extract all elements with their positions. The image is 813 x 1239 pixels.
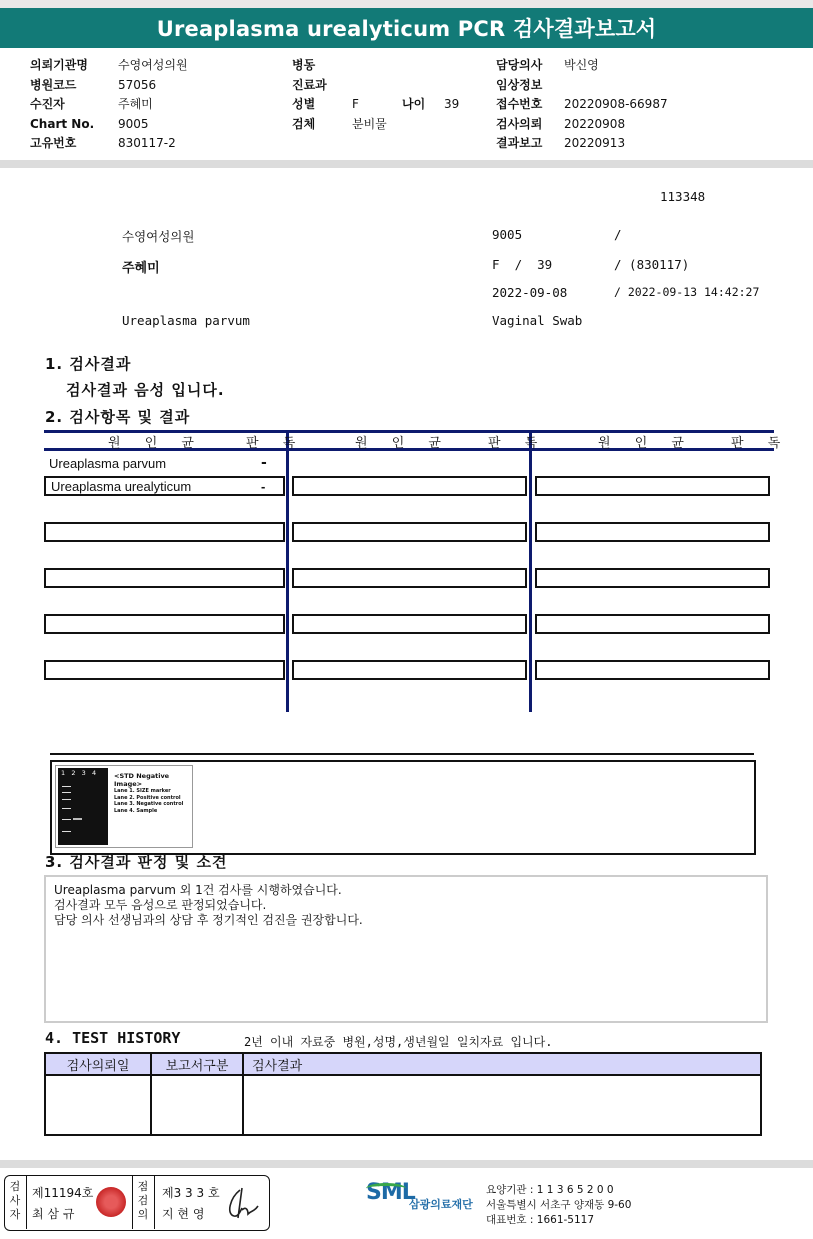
header-divider xyxy=(0,160,813,168)
inspector-name: 최 삼 규 xyxy=(32,1207,75,1221)
section2-title: 2. 검사항목 및 결과 xyxy=(45,408,191,426)
inspector-number: 제11194호 xyxy=(32,1186,94,1200)
history-col-result: 검사결과 xyxy=(252,1059,303,1074)
header-row: Chart No. 9005 xyxy=(30,116,149,131)
test-name: Ureaplasma parvum xyxy=(122,313,250,328)
history-divider xyxy=(242,1054,244,1134)
chart-number: 9005 xyxy=(492,227,523,242)
col-header-organism: 원 인 균 xyxy=(598,436,694,451)
opinion-line: 담당 의사 선생님과의 상담 후 정기적인 검진을 권장합니다. xyxy=(54,913,363,927)
header-row: 진료과 xyxy=(292,77,327,92)
header-row: 검사의뢰 20220908 xyxy=(496,116,626,131)
org-info xyxy=(486,1183,631,1228)
empty-result-box xyxy=(292,614,527,634)
gel-band xyxy=(62,819,71,820)
section1-text: 검사결과 음성 입니다. xyxy=(66,381,225,399)
reviewer-label: 점검의 xyxy=(137,1180,149,1221)
header-row: 의뢰기관명 수영여성의원 xyxy=(30,58,188,72)
empty-result-box xyxy=(535,522,770,542)
sign-divider xyxy=(132,1175,133,1229)
col-header-judge: 판 독 xyxy=(246,436,306,451)
section3-title: 3. 검사결과 판정 및 소견 xyxy=(45,853,228,871)
reported-datetime: / 2022-09-13 14:42:27 xyxy=(614,285,760,299)
header-row: 수진자 주혜미 xyxy=(30,97,153,111)
gel-band xyxy=(62,792,71,793)
reviewer-number: 제3 3 3 호 xyxy=(162,1186,220,1200)
gel-divider xyxy=(50,753,754,755)
history-col-report-type: 보고서구분 xyxy=(165,1059,229,1074)
gel-lane-numbers: 1 2 3 4 xyxy=(61,769,97,777)
specimen-name: Vaginal Swab xyxy=(492,313,583,328)
gel-image xyxy=(55,765,193,848)
header-row: 고유번호 830117-2 xyxy=(30,136,176,150)
reviewer-name: 지 현 영 xyxy=(162,1207,205,1221)
empty-result-box xyxy=(535,568,770,588)
empty-result-box xyxy=(44,522,285,542)
gel-band xyxy=(62,808,71,809)
sml-logo: SML xyxy=(366,1180,415,1205)
empty-result-box xyxy=(292,660,527,680)
empty-result-box xyxy=(44,660,285,680)
col-header-organism: 원 인 균 xyxy=(355,436,451,451)
header-row: 담당의사 박신영 xyxy=(496,58,599,72)
header-row: 병동 xyxy=(292,58,316,72)
header-row: 병원코드 57056 xyxy=(30,77,157,92)
header-col3 xyxy=(496,56,668,154)
empty-result-box xyxy=(535,476,770,496)
gel-legend xyxy=(114,788,183,814)
table-divider-2 xyxy=(529,430,532,712)
gel-title: <STD Negative Image> xyxy=(114,772,170,788)
opinion-box xyxy=(44,875,768,1023)
header-col2 xyxy=(292,56,459,134)
empty-result-box xyxy=(535,614,770,634)
hospital-name: 수영여성의원 xyxy=(122,229,195,244)
gel-legend-item: Lane 2. Positive control xyxy=(114,794,181,801)
gel-band xyxy=(62,831,71,832)
sex-age: F / 39 xyxy=(492,257,553,272)
result-value: - xyxy=(261,455,267,471)
history-col-requested: 검사의뢰일 xyxy=(66,1059,130,1074)
result-row xyxy=(44,476,285,496)
col-header-organism: 원 인 균 xyxy=(108,436,204,451)
header-row: 검체 분비물 xyxy=(292,116,387,131)
history-divider xyxy=(150,1054,152,1134)
section1-title: 1. 검사결과 xyxy=(45,355,132,373)
header-row: 성별 F 나이 39 xyxy=(292,97,460,111)
gel-band xyxy=(62,786,71,787)
inspector-label: 검사자 xyxy=(9,1180,21,1221)
org-name: 삼광의료재단 xyxy=(409,1198,473,1211)
gel-legend-item: Lane 1. SIZE marker xyxy=(114,788,171,794)
col-header-judge: 판 독 xyxy=(488,436,548,451)
section4-title: 4. TEST HISTORY xyxy=(45,1029,181,1047)
col-header-judge: 판 독 xyxy=(731,436,791,451)
top-strip xyxy=(0,0,813,8)
org-phone: 대표번호 : 1661-5117 xyxy=(486,1214,595,1226)
history-table xyxy=(44,1052,762,1136)
empty-result-box xyxy=(292,568,527,588)
logo-arc-icon xyxy=(366,1183,406,1194)
empty-result-box xyxy=(44,614,285,634)
gel-lanes-image xyxy=(58,768,108,845)
report-id: 113348 xyxy=(660,189,706,204)
result-name: Ureaplasma parvum xyxy=(49,456,167,471)
footer-divider xyxy=(0,1160,813,1168)
gel-band xyxy=(62,799,71,800)
opinion-line: 검사결과 모두 음성으로 판정되었습니다. xyxy=(54,898,267,912)
agency-code: 요양기관 : 1 1 3 6 5 2 0 0 xyxy=(486,1184,614,1196)
empty-result-box xyxy=(292,522,527,542)
result-value: - xyxy=(261,478,266,494)
received-date: 2022-09-08 xyxy=(492,285,568,300)
seal-icon xyxy=(96,1187,126,1217)
patient-name: 주혜미 xyxy=(122,261,160,276)
header-col1 xyxy=(30,56,188,154)
birth-code: / (830117) xyxy=(614,257,690,272)
chart-slash: / xyxy=(614,227,622,242)
table-divider-1 xyxy=(286,430,289,712)
gel-legend-item: Lane 3. Negative control xyxy=(114,801,184,807)
sign-divider xyxy=(154,1175,155,1229)
gel-band xyxy=(73,818,82,820)
empty-result-box xyxy=(535,660,770,680)
header-row: 접수번호 20220908-66987 xyxy=(496,97,668,111)
opinion-line: Ureaplasma parvum 외 1건 검사를 시행하였습니다. xyxy=(54,883,342,897)
empty-result-box xyxy=(292,476,527,496)
report-title: Ureaplasma urealyticum PCR 검사결과보고서 xyxy=(0,8,813,48)
history-note: 2년 이내 자료중 병원,성명,생년월일 일치자료 입니다. xyxy=(244,1035,553,1049)
empty-result-box xyxy=(44,568,285,588)
signature-icon xyxy=(222,1184,262,1224)
header-row: 결과보고 20220913 xyxy=(496,136,626,150)
gel-legend-item: Lane 4. Sample xyxy=(114,807,158,814)
sign-divider xyxy=(26,1175,27,1229)
header-row: 임상정보 xyxy=(496,77,543,92)
result-name: Ureaplasma urealyticum xyxy=(51,478,192,494)
org-address: 서울특별시 서초구 양재동 9-60 xyxy=(486,1199,632,1211)
